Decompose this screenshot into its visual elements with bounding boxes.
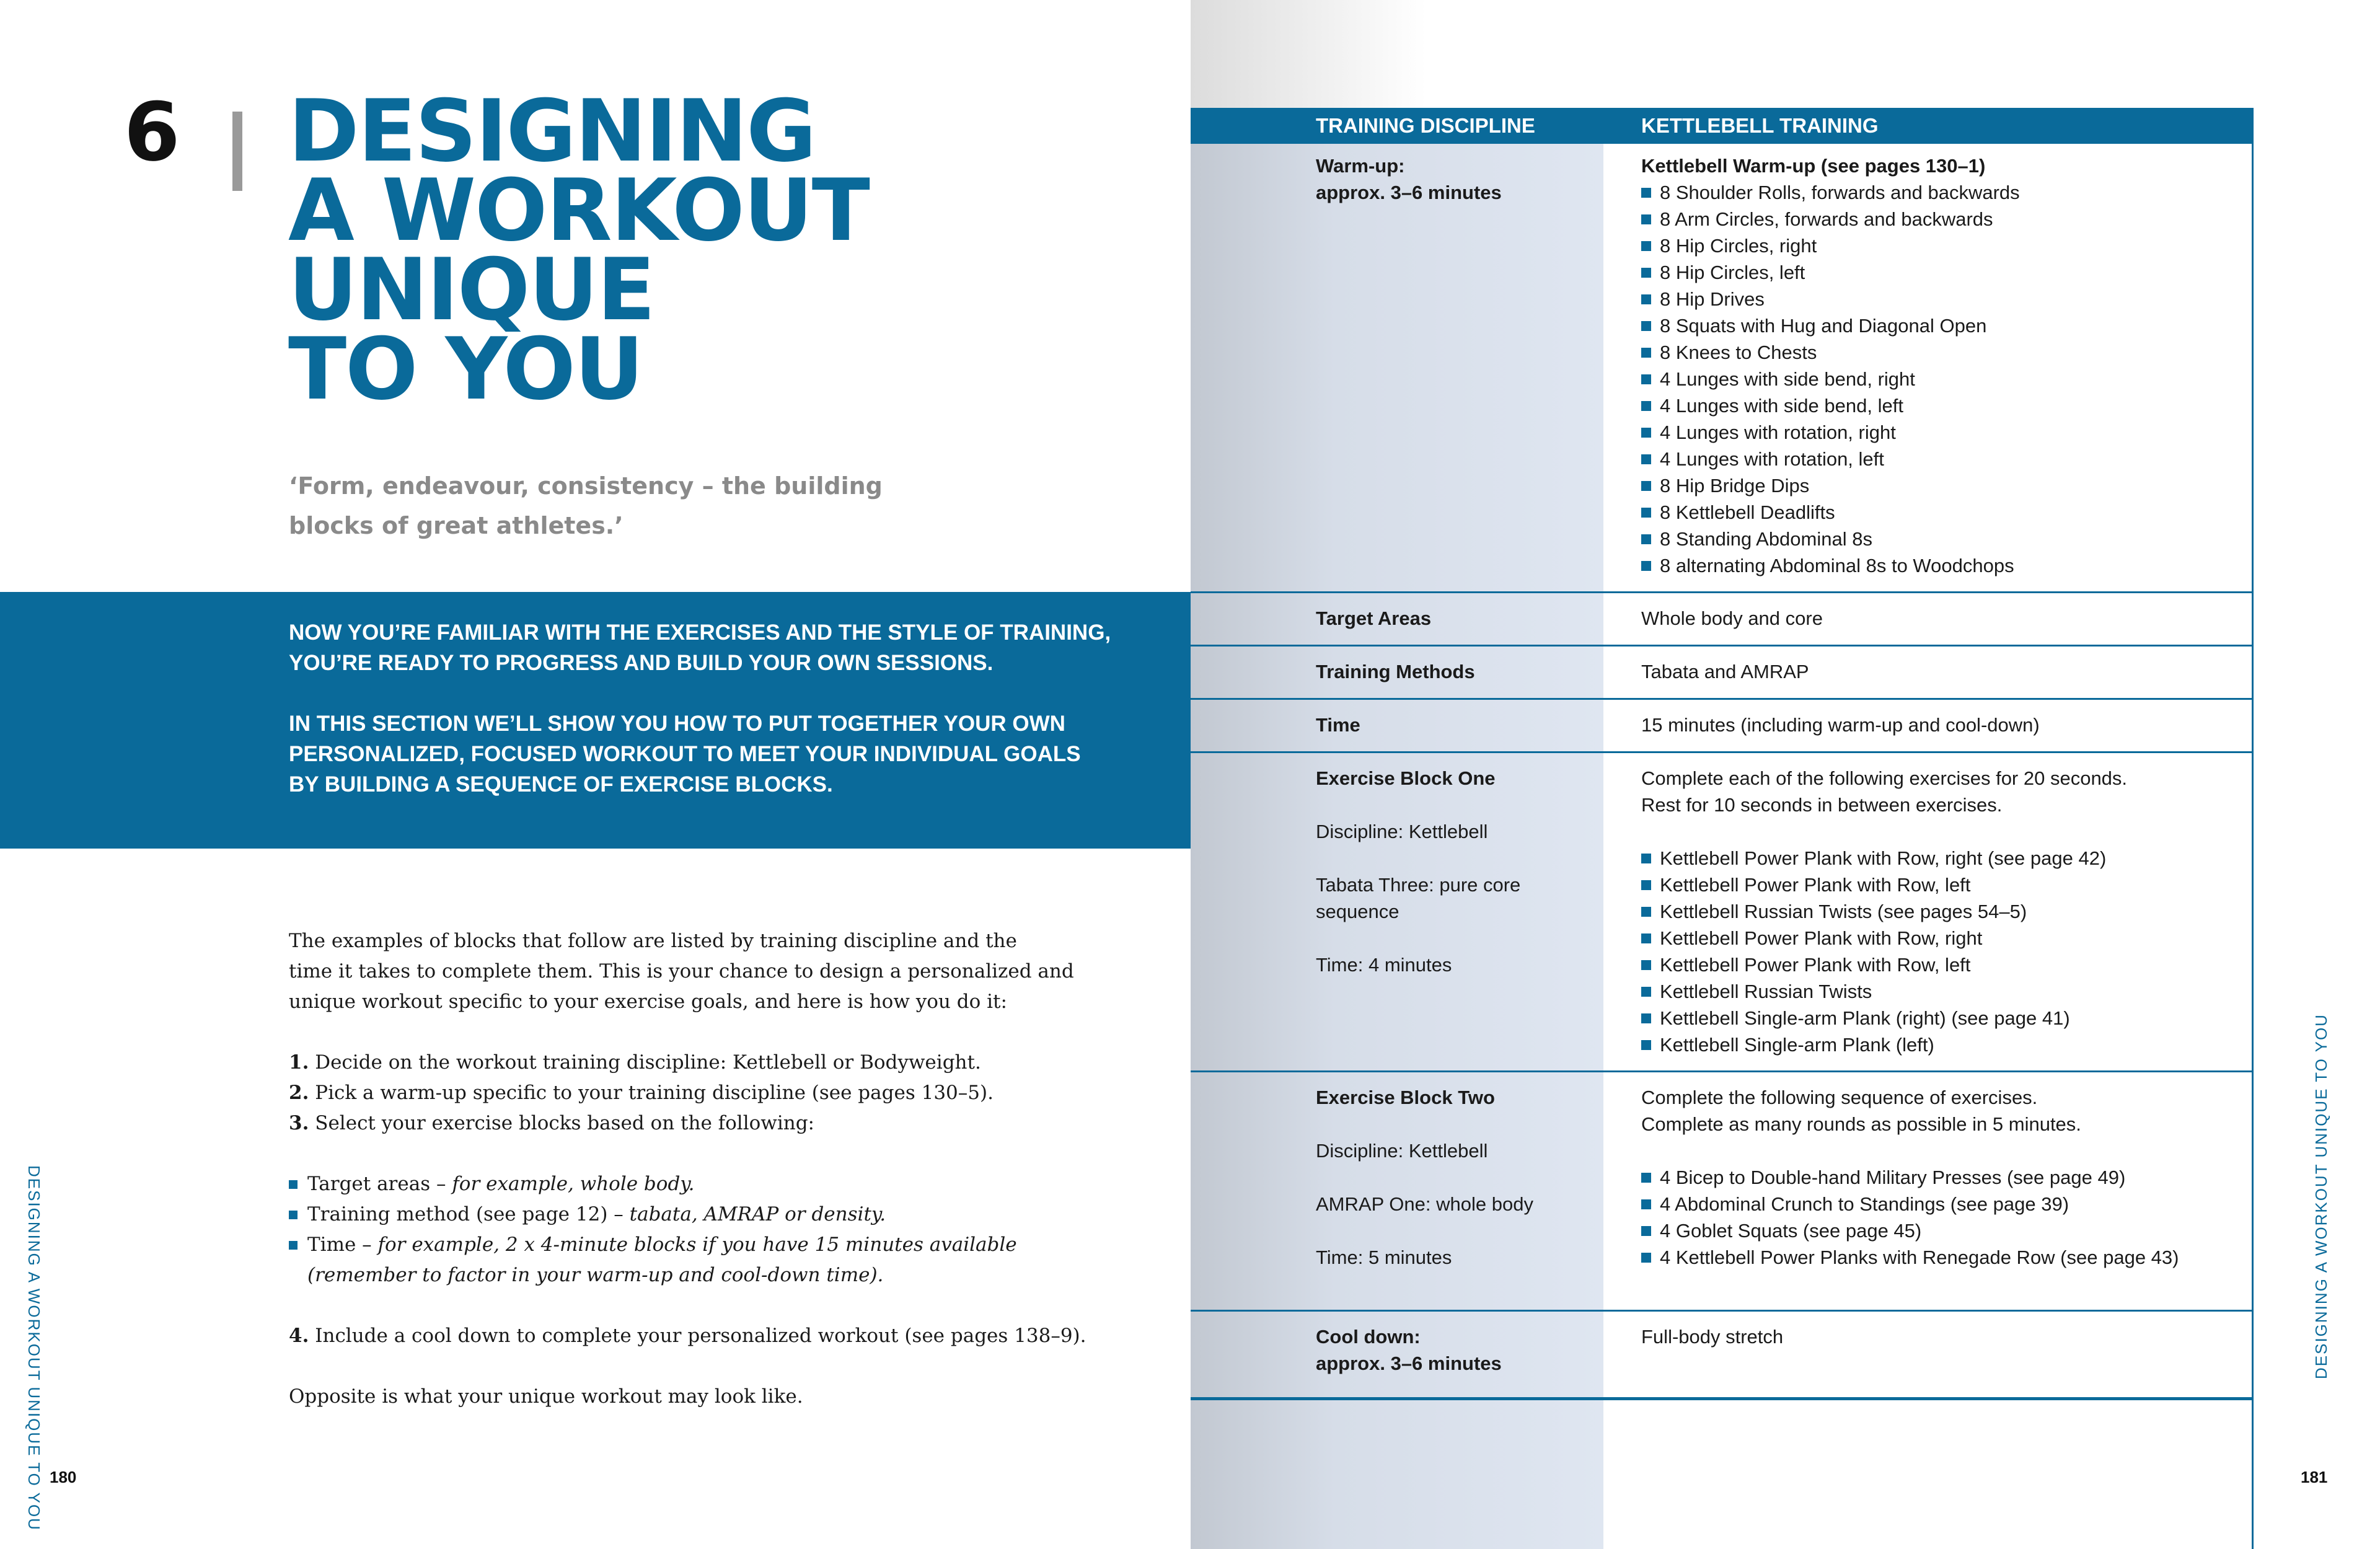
quote-line: ‘Form, endeavour, consistency – the building [289, 472, 883, 500]
list-item [1641, 206, 2249, 232]
list-item [1641, 978, 2249, 1005]
list-item-text: Kettlebell Single-arm Plank (right) (see page 41) [1660, 1007, 2070, 1029]
chapter-title [288, 81, 869, 419]
row-label: Time [1316, 714, 1360, 736]
list-item-text: 4 Lunges with side bend, right [1660, 368, 1915, 390]
bullet-square-icon [1641, 534, 1651, 544]
list-item-text: Kettlebell Russian Twists (see pages 54–5) [1660, 901, 2027, 922]
title-line: UNIQUE [288, 240, 654, 340]
list-item-text: 4 Goblet Squats (see page 45) [1660, 1220, 1922, 1242]
target-areas-value [1641, 605, 2249, 632]
intro-line: NOW YOU’RE FAMILIAR WITH THE EXERCISES AND THE STYLE OF TRAINING, [289, 620, 1111, 645]
warmup-label-line: approx. 3–6 minutes [1316, 182, 1502, 203]
page-number-right: 181 [2301, 1468, 2328, 1486]
block-two-label [1316, 1084, 1589, 1271]
bullet-square-icon [1641, 1040, 1651, 1050]
list-item-text: Kettlebell Power Plank with Row, left [1660, 954, 1971, 976]
bullet-square-icon [289, 1211, 298, 1219]
bullet-square-icon [1641, 933, 1651, 943]
title-line: A WORKOUT [288, 161, 869, 260]
list-item [1641, 392, 2249, 419]
block-one-instruction: Complete each of the following exercises for 20 seconds. [1641, 767, 2128, 789]
list-item-text: 4 Bicep to Double-hand Military Presses (see page 49) [1660, 1167, 2126, 1188]
chapter-number: 6 [124, 85, 180, 179]
intro-line: BY BUILDING A SEQUENCE OF EXERCISE BLOCKS. [289, 772, 833, 797]
warmup-label-line: Warm-up: [1316, 155, 1405, 177]
list-item [1641, 898, 2249, 925]
list-item-text: 8 alternating Abdominal 8s to Woodchops [1660, 555, 2014, 576]
bullet-square-icon [1641, 268, 1651, 278]
intro-line: YOU’RE READY TO PROGRESS AND BUILD YOUR OWN SESSIONS. [289, 651, 994, 675]
list-item-text: Kettlebell Single-arm Plank (left) [1660, 1034, 1934, 1056]
list-item-text: 8 Kettlebell Deadlifts [1660, 501, 1835, 523]
time-value [1641, 712, 2249, 738]
body-text [289, 926, 1169, 1442]
bullet-italic: (remember to factor in your warm-up and cool-down time). [307, 1264, 884, 1286]
chapter-divider [232, 112, 242, 191]
time-label [1316, 712, 1589, 738]
intro-text [289, 617, 1157, 830]
list-item [1641, 179, 2249, 206]
bullet-square-icon [1641, 188, 1651, 198]
body-line: unique workout specific to your exercise goals, and here is how you do it: [289, 991, 1007, 1013]
intro-line: IN THIS SECTION WE’LL SHOW YOU HOW TO PUT TOGETHER YOUR OWN [289, 712, 1065, 736]
bullet-square-icon [1641, 1253, 1651, 1263]
list-item-text: 8 Hip Circles, right [1660, 235, 1817, 257]
bullet-italic: tabata, AMRAP or density. [629, 1203, 886, 1225]
block-one-instruction: Rest for 10 seconds in between exercises. [1641, 794, 2003, 816]
bullet-square-icon [1641, 348, 1651, 358]
list-item [1641, 339, 2249, 366]
cool-down-label-line: Cool down: [1316, 1326, 1421, 1348]
body-line: time it takes to complete them. This is your chance to design a personalized and [289, 960, 1074, 982]
bullet-square-icon [289, 1180, 298, 1189]
step-item [289, 1078, 1169, 1108]
block-two-instruction: Complete the following sequence of exercises. [1641, 1087, 2038, 1108]
bullet-square-icon [1641, 401, 1651, 411]
list-item [1641, 472, 2249, 499]
block-one-duration: Time: 4 minutes [1316, 954, 1452, 976]
list-item [1641, 366, 2249, 392]
cool-down-label-line: approx. 3–6 minutes [1316, 1353, 1502, 1374]
row-label: Target Areas [1316, 607, 1432, 629]
list-item [1641, 526, 2249, 552]
quote-line: blocks of great athletes.’ [289, 512, 624, 539]
row-value: 15 minutes (including warm-up and cool-down) [1641, 714, 2040, 736]
intro-paragraph [289, 708, 1157, 800]
list-item [1641, 286, 2249, 312]
bullet-square-icon [1641, 294, 1651, 304]
cool-down-value [1641, 1323, 2249, 1350]
bullet-square-icon [1641, 987, 1651, 997]
step-number: 4. [289, 1325, 309, 1347]
list-item [1641, 925, 2249, 951]
step-number: 1. [289, 1051, 309, 1074]
list-item [1641, 312, 2249, 339]
bullet-item [289, 1169, 1169, 1199]
list-item [1641, 446, 2249, 472]
list-item-text: 4 Lunges with rotation, left [1660, 448, 1884, 470]
table-row-divider [1191, 698, 2254, 700]
bullet-item [289, 1199, 1169, 1230]
table-row-divider [1191, 1310, 2254, 1312]
block-one-content [1641, 765, 2249, 1058]
bullet-square-icon [1641, 907, 1651, 917]
block-one-title: Exercise Block One [1316, 767, 1496, 789]
row-label: Training Methods [1316, 661, 1475, 682]
bullet-square-icon [1641, 214, 1651, 224]
list-item-text: Kettlebell Russian Twists [1660, 981, 1872, 1002]
closing-line: Opposite is what your unique workout may look like. [289, 1385, 803, 1408]
list-item [1641, 1191, 2249, 1217]
bullet-square-icon [1641, 481, 1651, 491]
list-item-text: 8 Arm Circles, forwards and backwards [1660, 208, 1993, 230]
bullet-square-icon [1641, 241, 1651, 251]
table-row-divider [1191, 751, 2254, 753]
list-item [1641, 499, 2249, 526]
step-number: 3. [289, 1112, 309, 1134]
table-row-divider [1191, 1070, 2254, 1072]
step-text: Pick a warm-up specific to your training discipline (see pages 130–5). [309, 1082, 994, 1104]
list-item [1641, 845, 2249, 872]
bullet-square-icon [1641, 1173, 1651, 1183]
table-row-divider [1191, 591, 2254, 593]
list-item [1641, 1005, 2249, 1031]
intro-line: PERSONALIZED, FOCUSED WORKOUT TO MEET YOUR INDIVIDUAL GOALS [289, 742, 1081, 766]
table-row-divider [1191, 645, 2254, 647]
block-one-type: Tabata Three: pure core [1316, 874, 1521, 896]
table-header-col1: TRAINING DISCIPLINE [1316, 114, 1535, 137]
block-one-type: sequence [1316, 901, 1399, 922]
bullet-square-icon [1641, 854, 1651, 863]
row-value: Tabata and AMRAP [1641, 661, 1809, 682]
cool-down-label [1316, 1323, 1589, 1377]
warmup-content [1641, 152, 2249, 579]
list-item-text: 8 Shoulder Rolls, forwards and backwards [1660, 182, 2020, 203]
step-number: 2. [289, 1082, 309, 1104]
page-number-left: 180 [50, 1468, 77, 1486]
bullet-square-icon [1641, 508, 1651, 518]
list-item-text: 8 Hip Circles, left [1660, 262, 1805, 283]
step-item [289, 1048, 1169, 1078]
table-right-border [2252, 108, 2254, 1549]
training-methods-value [1641, 658, 2249, 685]
running-head-right: DESIGNING A WORKOUT UNIQUE TO YOU [2312, 1013, 2330, 1379]
target-areas-label [1316, 605, 1589, 632]
list-item [1641, 259, 2249, 286]
step-item [289, 1321, 1169, 1351]
block-one-discipline: Discipline: Kettlebell [1316, 821, 1488, 842]
title-line: DESIGNING [288, 81, 816, 181]
bullet-square-icon [1641, 880, 1651, 890]
running-head-left: DESIGNING A WORKOUT UNIQUE TO YOU [25, 1165, 43, 1531]
step-item [289, 1108, 1169, 1139]
block-two-discipline: Discipline: Kettlebell [1316, 1140, 1488, 1162]
list-item-text: 8 Hip Bridge Dips [1660, 475, 1810, 496]
body-line: The examples of blocks that follow are listed by training discipline and the [289, 930, 1017, 952]
list-item [1641, 1244, 2249, 1271]
warmup-label [1316, 152, 1589, 206]
row-value: Full-body stretch [1641, 1326, 1784, 1348]
list-item-text: Kettlebell Power Plank with Row, right (see page 42) [1660, 847, 2107, 869]
step-text: Include a cool down to complete your personalized workout (see pages 138–9). [309, 1325, 1086, 1347]
list-item [1641, 951, 2249, 978]
intro-paragraph [289, 617, 1157, 678]
list-item [1641, 552, 2249, 579]
bullet-square-icon [1641, 428, 1651, 438]
bullet-square-icon [1641, 374, 1651, 384]
table-header-col2: KETTLEBELL TRAINING [1641, 114, 1879, 137]
list-item-text: 8 Standing Abdominal 8s [1660, 528, 1872, 550]
bullet-italic: for example, whole body. [452, 1173, 695, 1195]
list-item-text: Kettlebell Power Plank with Row, left [1660, 874, 1971, 896]
body-intro [289, 926, 1169, 1017]
list-item-text: 8 Hip Drives [1660, 288, 1765, 310]
bullet-list [289, 1169, 1169, 1291]
block-two-type: AMRAP One: whole body [1316, 1193, 1533, 1215]
list-item-text: 8 Squats with Hug and Diagonal Open [1660, 315, 1987, 337]
bullet-text: Time – [307, 1233, 378, 1256]
bullet-italic: for example, 2 x 4-minute blocks if you have 15 minutes available [377, 1233, 1017, 1256]
list-item-text: 8 Knees to Chests [1660, 342, 1817, 363]
list-item [1641, 1164, 2249, 1191]
step-text: Select your exercise blocks based on the following: [309, 1112, 814, 1134]
warmup-title: Kettlebell Warm-up (see pages 130–1) [1641, 155, 1986, 177]
block-one-label [1316, 765, 1589, 978]
block-two-duration: Time: 5 minutes [1316, 1247, 1452, 1268]
list-item-text: 4 Lunges with side bend, left [1660, 395, 1903, 417]
table-bottom-border [1191, 1397, 2254, 1400]
list-item-text: 4 Lunges with rotation, right [1660, 421, 1896, 443]
list-item [1641, 872, 2249, 898]
bullet-text: Training method (see page 12) – [307, 1203, 630, 1225]
bullet-text: Target areas – [307, 1173, 452, 1195]
bullet-item [289, 1230, 1169, 1260]
bullet-square-icon [1641, 321, 1651, 331]
list-item [1641, 232, 2249, 259]
bullet-continuation [289, 1260, 1169, 1291]
bullet-square-icon [1641, 960, 1651, 970]
steps-list [289, 1048, 1169, 1139]
training-methods-label [1316, 658, 1589, 685]
bullet-square-icon [1641, 454, 1651, 464]
list-item-text: 4 Kettlebell Power Planks with Renegade Row (see page 43) [1660, 1247, 2179, 1268]
list-item [1641, 1031, 2249, 1058]
block-two-content [1641, 1084, 2249, 1271]
list-item-text: 4 Abdominal Crunch to Standings (see page 39) [1660, 1193, 2069, 1215]
step-text: Decide on the workout training discipline: Kettlebell or Bodyweight. [309, 1051, 981, 1074]
block-two-instruction: Complete as many rounds as possible in 5 minutes. [1641, 1113, 2081, 1135]
list-item-text: Kettlebell Power Plank with Row, right [1660, 927, 1983, 949]
bullet-square-icon [1641, 1226, 1651, 1236]
block-two-title: Exercise Block Two [1316, 1087, 1495, 1108]
bullet-square-icon [1641, 561, 1651, 571]
list-item [1641, 419, 2249, 446]
list-item [1641, 1217, 2249, 1244]
epigraph-quote [289, 466, 909, 545]
row-value: Whole body and core [1641, 607, 1823, 629]
title-line: TO YOU [288, 319, 643, 419]
bullet-square-icon [289, 1241, 298, 1250]
bullet-square-icon [1641, 1199, 1651, 1209]
bullet-square-icon [1641, 1013, 1651, 1023]
